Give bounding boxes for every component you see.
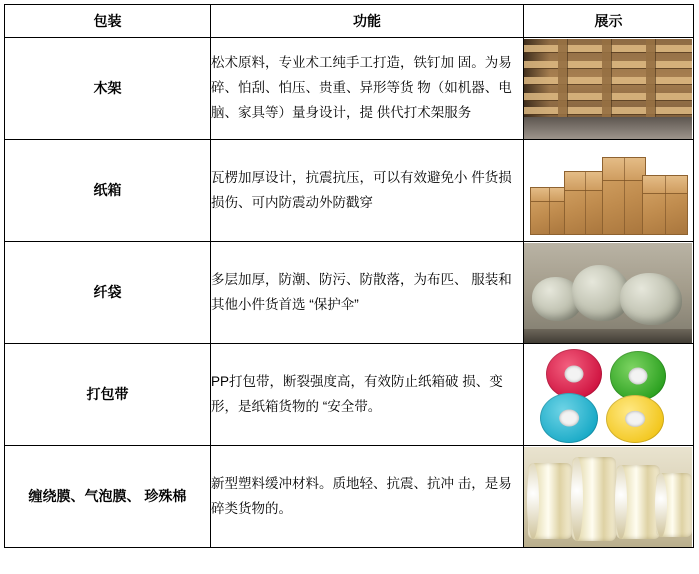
- wooden-crate-photo: [524, 39, 692, 139]
- stretch-film-rolls-photo: [524, 447, 692, 547]
- package-function-wood-frame: 松术原料，专业术工纯手工打造，铁钉加 固。为易碎、怕刮、怕压、贵重、异形等货 物（如机器、电脑、家具等）量身设计，提 供代打术架服务: [211, 38, 524, 140]
- package-function-carton: 瓦楞加厚设计，抗震抗压，可以有效避免小 件货损损伤、可内防震动外防戳穿: [211, 140, 524, 242]
- packaging-table: [4, 4, 694, 548]
- column-header-display: 展示: [524, 5, 694, 38]
- table-row: [5, 344, 694, 446]
- table-row: [5, 140, 694, 242]
- table-header: [5, 5, 694, 38]
- woven-bags-photo: [524, 243, 692, 343]
- package-name-wood-frame: 木架: [5, 38, 211, 140]
- strapping-rolls-photo: [524, 345, 692, 445]
- package-display-carton: [524, 140, 694, 242]
- table-row: [5, 446, 694, 548]
- package-display-woven-bag: [524, 242, 694, 344]
- table-row: [5, 242, 694, 344]
- column-header-package: 包装: [5, 5, 211, 38]
- package-display-stretch-film: [524, 446, 694, 548]
- packaging-table-page: [0, 4, 699, 574]
- table-body: [5, 38, 694, 548]
- table-row: [5, 38, 694, 140]
- package-name-stretch-film: 缠绕膜、气泡膜、 珍殊棉: [5, 446, 211, 548]
- column-header-function: 功能: [211, 5, 524, 38]
- carton-boxes-photo: [524, 141, 692, 241]
- package-function-stretch-film: 新型塑料缓冲材料。质地轻、抗震、抗冲 击，是易碎类货物的。: [211, 446, 524, 548]
- package-name-strapping-band: 打包带: [5, 344, 211, 446]
- package-function-woven-bag: 多层加厚，防潮、防污、防散落，为布匹、 服装和其他小件货首选 “保护伞”: [211, 242, 524, 344]
- package-display-wood-frame: [524, 38, 694, 140]
- package-display-strapping-band: [524, 344, 694, 446]
- package-name-woven-bag: 纤袋: [5, 242, 211, 344]
- table-header-row: [5, 5, 694, 38]
- package-name-carton: 纸箱: [5, 140, 211, 242]
- package-function-strapping-band: PP打包带，断裂强度高，有效防止纸箱破 损、变形，是纸箱货物的 “安全带。: [211, 344, 524, 446]
